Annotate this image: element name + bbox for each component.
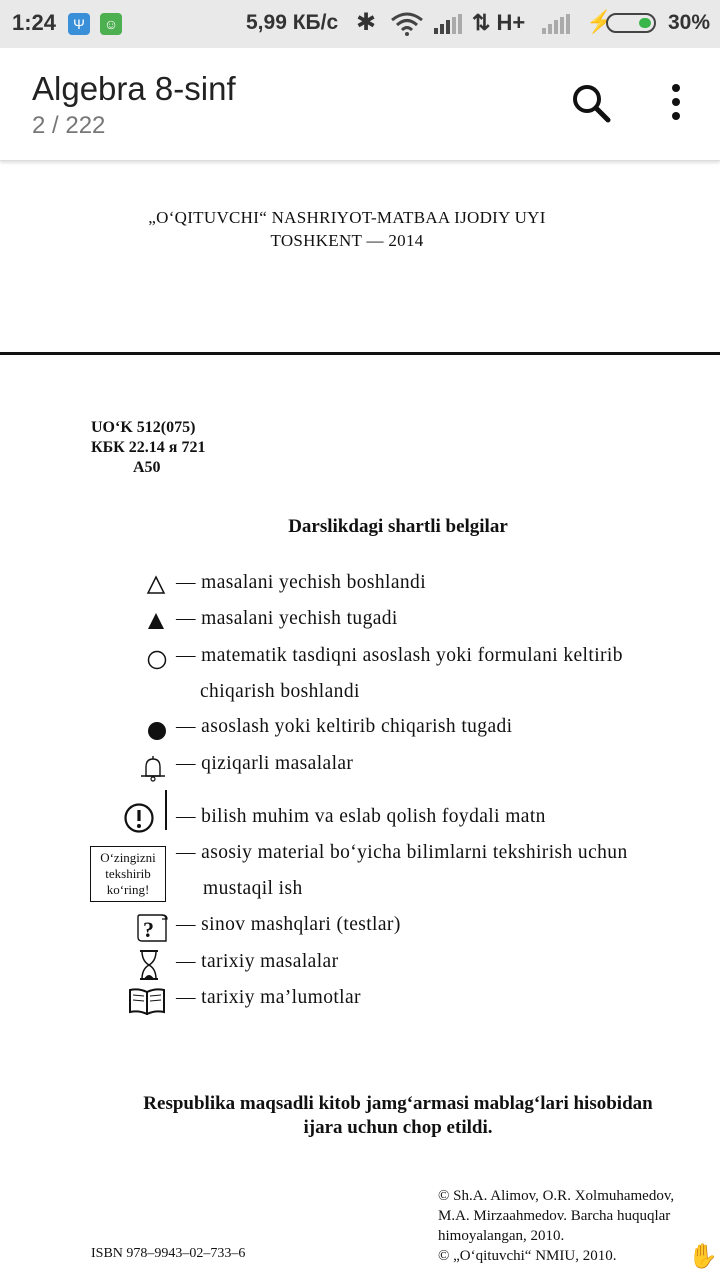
question-scroll-icon bbox=[134, 911, 170, 945]
copyright-block bbox=[438, 1186, 708, 1266]
copyright-line: © Sh.A. Alimov, O.R. Xolmuhamedov, bbox=[438, 1188, 675, 1204]
legend-item: — matematik tasdiqni asoslash yoki formulani keltirib bbox=[176, 645, 623, 666]
hand-tool-icon[interactable]: ✋ bbox=[688, 1244, 718, 1270]
check-yourself-box bbox=[90, 846, 166, 902]
legend-item: — masalani yechish tugadi bbox=[176, 608, 398, 629]
box-line: ko‘ring! bbox=[106, 882, 150, 897]
legend-item: — tarixiy ma’lumotlar bbox=[176, 987, 361, 1008]
network-speed: 5,99 КБ/с bbox=[246, 11, 339, 34]
usb-icon: Ψ bbox=[68, 13, 90, 35]
funding-note bbox=[0, 1092, 720, 1140]
box-line: tekshirib bbox=[105, 866, 151, 881]
margin-bar bbox=[165, 790, 167, 830]
svg-text:?: ? bbox=[143, 917, 154, 942]
open-book-icon bbox=[127, 987, 167, 1015]
publisher-line: „O‘QITUVCHI“ NASHRIYOT-MATBAA IJODIY UYI bbox=[148, 208, 546, 227]
legend-item: — qiziqarli masalalar bbox=[176, 753, 354, 774]
classification-codes bbox=[91, 418, 205, 478]
bell-icon bbox=[138, 754, 168, 782]
legend-title: Darslikdagi shartli belgilar bbox=[288, 516, 508, 537]
battery-fill bbox=[639, 18, 651, 28]
triangle-outline-icon bbox=[146, 575, 166, 595]
legend-item: — sinov mashqlari (testlar) bbox=[176, 914, 401, 935]
signal-2-icon bbox=[542, 14, 572, 34]
network-type: ⇅ H+ bbox=[472, 10, 526, 35]
bbk-code: КБК 22.14 я 721 bbox=[91, 439, 206, 456]
battery-percent: 30% bbox=[668, 11, 711, 34]
funding-line: Respublika maqsadli kitob jamg‘armasi mablag‘lari hisobidan bbox=[143, 1093, 653, 1114]
funding-line: ijara uchun chop etildi. bbox=[303, 1117, 493, 1138]
wifi-icon bbox=[390, 12, 424, 36]
legend-item: — asoslash yoki keltirib chiqarish tugadi bbox=[176, 716, 513, 737]
status-bar bbox=[0, 0, 720, 48]
charging-icon: ⚡ bbox=[586, 9, 614, 34]
page-divider bbox=[0, 352, 720, 355]
copyright-line: © „O‘qituvchi“ NMIU, 2010. bbox=[438, 1248, 617, 1264]
page-indicator: 2 / 222 bbox=[32, 112, 106, 139]
publisher-city-year: TOSHKENT — 2014 bbox=[270, 231, 424, 250]
more-vert-icon[interactable] bbox=[656, 78, 696, 128]
udk-code: UO‘K 512(075) bbox=[91, 419, 196, 436]
copyright-line: M.A. Mirzaahmedov. Barcha huquqlar bbox=[438, 1208, 671, 1224]
android-icon: ☺ bbox=[100, 13, 122, 35]
bluetooth-icon: ✱ bbox=[356, 9, 377, 36]
exclamation-circle-icon bbox=[123, 802, 155, 834]
copyright-line: himoyalangan, 2010. bbox=[438, 1228, 565, 1244]
isbn: ISBN 978–9943–02–733–6 bbox=[91, 1246, 246, 1261]
status-time: 1:24 bbox=[12, 10, 57, 35]
signal-icon bbox=[434, 14, 464, 34]
circle-filled-icon bbox=[146, 720, 168, 742]
legend-item-continued: mustaqil ish bbox=[203, 878, 303, 899]
legend-item: — masalani yechish boshlandi bbox=[176, 572, 427, 593]
app-bar bbox=[0, 48, 720, 161]
publisher-block bbox=[0, 206, 694, 252]
legend-item: — asosiy material bo‘yicha bilimlarni tekshirish uchun bbox=[176, 842, 628, 863]
search-icon[interactable] bbox=[566, 78, 616, 128]
document-title: Algebra 8-sinf bbox=[32, 70, 236, 107]
circle-outline-icon bbox=[146, 649, 168, 671]
battery-icon bbox=[606, 13, 656, 33]
legend-item: — bilish muhim va eslab qolish foydali matn bbox=[176, 806, 546, 827]
box-line: O‘zingizni bbox=[100, 850, 156, 865]
hourglass-icon bbox=[138, 949, 160, 981]
legend-item: — tarixiy masalalar bbox=[176, 951, 339, 972]
legend-item-continued: chiqarish boshlandi bbox=[200, 681, 360, 702]
triangle-filled-icon bbox=[146, 611, 166, 631]
author-mark: A50 bbox=[133, 459, 161, 476]
